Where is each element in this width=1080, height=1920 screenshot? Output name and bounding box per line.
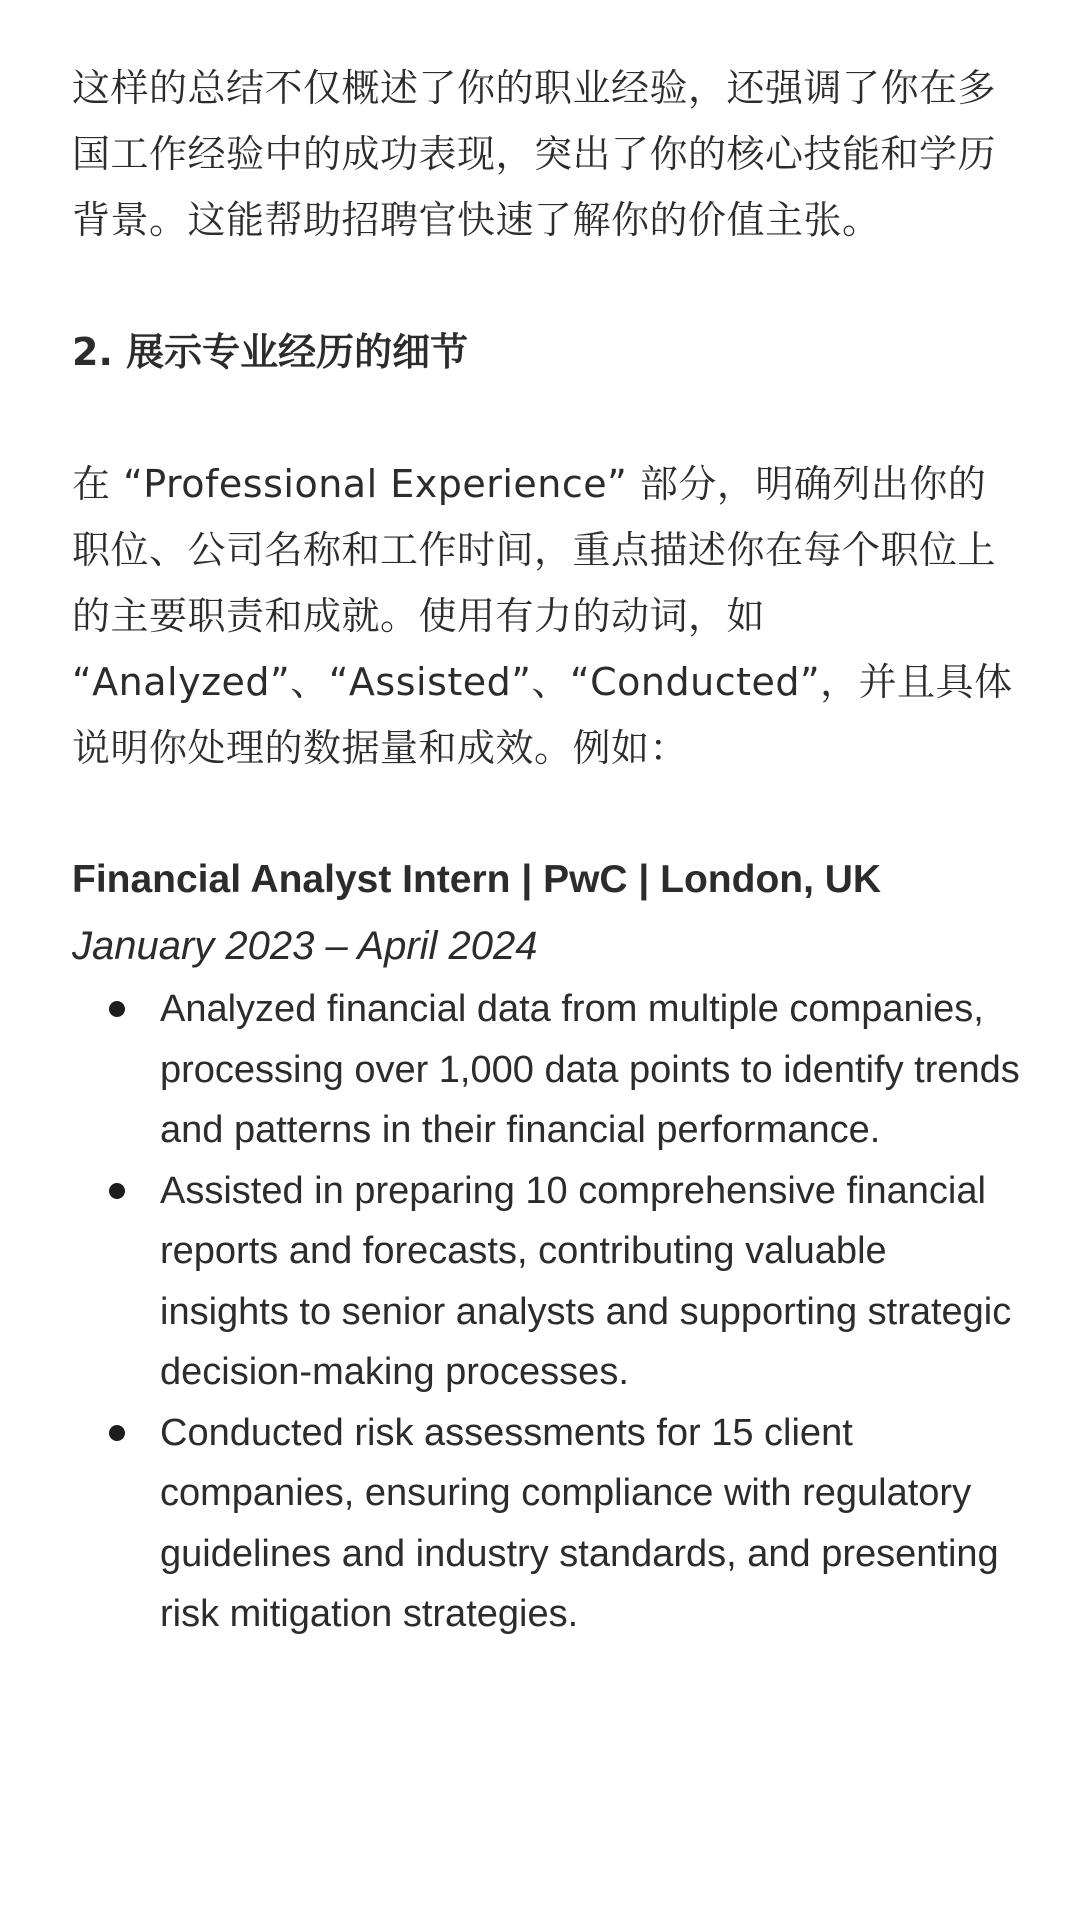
list-item [72,979,1022,1161]
spacer [72,385,1022,451]
bullet-icon [109,1001,125,1017]
bullet-icon [109,1183,125,1199]
intro-paragraph: 这样的总结不仅概述了你的职业经验，还强调了你在多国工作经验中的成功表现，突出了你的核心技能和学历背景。这能帮助招聘官快速了解你的价值主张。 [72,66,997,242]
job-title: Financial Analyst Intern | PwC | London, UK [72,858,882,901]
list-item-text: Assisted in preparing 10 comprehensive financial reports and forecasts, contributing valuable insights to senior analysts and supporting strategic decision-making processes. [160,1169,1012,1393]
section-paragraph: 在 “Professional Experience” 部分，明确列出你的职位、公司名称和工作时间，重点描述你在每个职位上的主要职责和成就。使用有力的动词，如 “Analyzed”、“Assisted”、“Conducted”，并且具体说明你处理的数据量和成效。例如： [72,462,1013,770]
job-dates: January 2023 – April 2024 [72,924,538,968]
spacer [72,781,1022,847]
section-heading: 2. 展示专业经历的细节 [72,330,469,374]
responsibility-list [72,979,1022,1645]
list-item-text: Conducted risk assessments for 15 client companies, ensuring compliance with regulatory guidelines and industry standards, and presenting risk mitigation strategies. [160,1411,999,1635]
list-item [72,1161,1022,1403]
list-item-text: Analyzed financial data from multiple companies, processing over 1,000 data points to identify trends and patterns in their financial performance. [160,988,1020,1151]
document-body [72,55,1022,1645]
list-item [72,1403,1022,1645]
spacer [72,253,1022,319]
bullet-icon [109,1425,125,1441]
